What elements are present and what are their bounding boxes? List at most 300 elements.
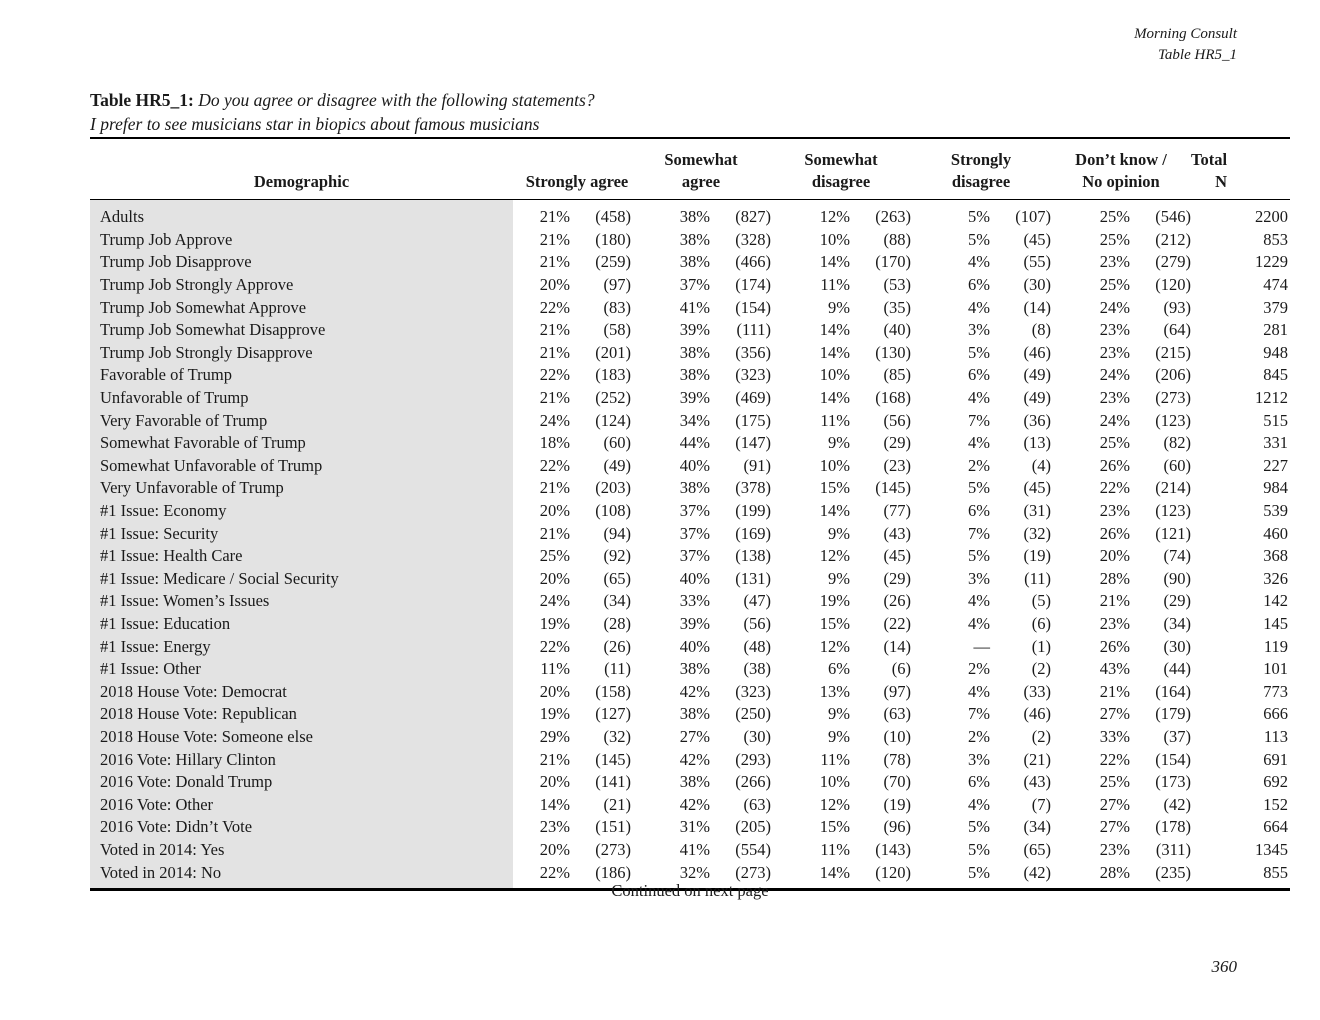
sd-n: (19) — [1023, 546, 1051, 566]
swd-n: (77) — [883, 501, 911, 521]
swa-pct: 27% — [679, 726, 710, 746]
total-n-cell: 145 — [1263, 613, 1288, 633]
sa-n: (124) — [595, 410, 631, 430]
dk-pct: 27% — [1099, 704, 1130, 724]
demographic-cell: Adults — [90, 200, 513, 229]
cell-spacer — [771, 477, 803, 500]
cell-spacer — [1191, 590, 1229, 613]
swa-n: (169) — [735, 523, 771, 543]
sd-n: (5) — [1031, 591, 1051, 611]
swa-pct: 38% — [679, 478, 710, 498]
table-row — [90, 387, 1290, 410]
cell-spacer — [1051, 522, 1083, 545]
swa-pct: 39% — [679, 320, 710, 340]
swd-pct: 10% — [819, 772, 850, 792]
total-n-cell: 379 — [1263, 297, 1288, 317]
cell-spacer — [771, 432, 803, 455]
swa-pct: 44% — [679, 433, 710, 453]
sd-pct: 3% — [968, 320, 990, 340]
sd-pct: 7% — [968, 704, 990, 724]
cell-spacer — [631, 296, 663, 319]
swd-n: (263) — [875, 207, 911, 227]
total-n-cell: 539 — [1263, 501, 1288, 521]
cell-spacer — [911, 229, 943, 252]
sa-n: (60) — [603, 433, 631, 453]
cell-spacer — [911, 839, 943, 862]
cell-spacer — [1051, 568, 1083, 591]
dk-n: (179) — [1155, 704, 1191, 724]
cell-gap — [513, 409, 523, 432]
demographic-cell: #1 Issue: Energy — [90, 635, 513, 658]
cell-spacer — [911, 816, 943, 839]
cell-gap — [513, 635, 523, 658]
cell-spacer — [911, 522, 943, 545]
cell-spacer — [771, 455, 803, 478]
sd-pct: 5% — [968, 839, 990, 859]
dk-pct: 23% — [1099, 388, 1130, 408]
cell-spacer — [1191, 500, 1229, 523]
cell-spacer — [911, 342, 943, 365]
sa-pct: 21% — [539, 388, 570, 408]
cell-gap — [513, 839, 523, 862]
sd-n: (36) — [1023, 410, 1051, 430]
cell-spacer — [631, 364, 663, 387]
cell-spacer — [631, 409, 663, 432]
swd-n: (85) — [883, 365, 911, 385]
dk-pct: 23% — [1099, 613, 1130, 633]
cell-gap — [513, 816, 523, 839]
sd-pct: 5% — [968, 862, 990, 882]
swd-pct: 10% — [819, 365, 850, 385]
dk-pct: 21% — [1099, 681, 1130, 701]
total-n-cell: 773 — [1263, 681, 1288, 701]
sa-pct: 25% — [539, 546, 570, 566]
table-row — [90, 342, 1290, 365]
sd-n: (46) — [1023, 704, 1051, 724]
cell-spacer — [771, 545, 803, 568]
cell-spacer — [631, 545, 663, 568]
swa-pct: 37% — [679, 546, 710, 566]
table-row — [90, 296, 1290, 319]
sa-n: (183) — [595, 365, 631, 385]
sd-pct: 4% — [968, 794, 990, 814]
cell-spacer — [911, 771, 943, 794]
cell-spacer — [631, 251, 663, 274]
total-n-cell: 853 — [1263, 229, 1288, 249]
dk-n: (273) — [1155, 388, 1191, 408]
swa-n: (293) — [735, 749, 771, 769]
swa-pct: 39% — [679, 613, 710, 633]
sa-pct: 29% — [539, 726, 570, 746]
table-row — [90, 274, 1290, 297]
swa-n: (111) — [736, 320, 771, 340]
sa-n: (158) — [595, 681, 631, 701]
swa-pct: 31% — [679, 817, 710, 837]
cell-gap — [513, 726, 523, 749]
cell-spacer — [911, 500, 943, 523]
swa-pct: 33% — [679, 591, 710, 611]
sa-pct: 20% — [539, 681, 570, 701]
sa-n: (58) — [603, 320, 631, 340]
dk-n: (178) — [1155, 817, 1191, 837]
dk-n: (212) — [1155, 229, 1191, 249]
table-row — [90, 590, 1290, 613]
cell-spacer — [771, 590, 803, 613]
cell-spacer — [631, 793, 663, 816]
sd-n: (7) — [1031, 794, 1051, 814]
cell-spacer — [771, 522, 803, 545]
sd-n: (45) — [1023, 478, 1051, 498]
dk-n: (37) — [1163, 726, 1191, 746]
table-row — [90, 703, 1290, 726]
cell-spacer — [1191, 229, 1229, 252]
swa-pct: 41% — [679, 297, 710, 317]
cell-spacer — [631, 477, 663, 500]
swd-pct: 9% — [828, 726, 850, 746]
demographic-cell: Very Unfavorable of Trump — [90, 477, 513, 500]
swd-pct: 10% — [819, 455, 850, 475]
sd-pct: 5% — [968, 546, 990, 566]
dk-n: (64) — [1163, 320, 1191, 340]
cell-spacer — [911, 703, 943, 726]
cell-spacer — [631, 455, 663, 478]
cell-spacer — [771, 748, 803, 771]
cell-gap — [513, 455, 523, 478]
cell-spacer — [1051, 296, 1083, 319]
swd-n: (6) — [891, 659, 911, 679]
cell-spacer — [1191, 635, 1229, 658]
table-row — [90, 251, 1290, 274]
swd-pct: 14% — [819, 320, 850, 340]
caption-label: Table HR5_1: — [90, 90, 194, 110]
swa-n: (378) — [735, 478, 771, 498]
swd-pct: 11% — [820, 839, 850, 859]
sa-n: (273) — [595, 839, 631, 859]
sa-pct: 23% — [539, 817, 570, 837]
swa-n: (47) — [743, 591, 771, 611]
swa-n: (323) — [735, 365, 771, 385]
cell-spacer — [631, 635, 663, 658]
swa-n: (56) — [743, 613, 771, 633]
table-row — [90, 409, 1290, 432]
dk-n: (279) — [1155, 252, 1191, 272]
cell-spacer — [1191, 703, 1229, 726]
dk-pct: 25% — [1099, 275, 1130, 295]
swd-n: (56) — [883, 410, 911, 430]
sd-pct: 5% — [968, 207, 990, 227]
cell-spacer — [911, 432, 943, 455]
table-row — [90, 432, 1290, 455]
demographic-cell: #1 Issue: Security — [90, 522, 513, 545]
cell-gap — [513, 387, 523, 410]
cell-spacer — [1051, 319, 1083, 342]
swd-pct: 15% — [819, 478, 850, 498]
sd-pct: 4% — [968, 252, 990, 272]
swd-pct: 11% — [820, 275, 850, 295]
sa-n: (32) — [603, 726, 631, 746]
swa-n: (323) — [735, 681, 771, 701]
swd-n: (45) — [883, 546, 911, 566]
caption-statement: I prefer to see musicians star in biopics about famous musicians — [90, 114, 540, 134]
swa-n: (174) — [735, 275, 771, 295]
dk-pct: 25% — [1099, 229, 1130, 249]
sd-n: (1) — [1031, 636, 1051, 656]
table-row — [90, 726, 1290, 749]
sa-n: (65) — [603, 568, 631, 588]
total-n-cell: 142 — [1263, 591, 1288, 611]
total-n-cell: 855 — [1263, 862, 1288, 882]
dk-pct: 23% — [1099, 320, 1130, 340]
col-total-n: Total N — [1191, 150, 1228, 191]
swd-n: (43) — [883, 523, 911, 543]
sd-n: (32) — [1023, 523, 1051, 543]
swa-n: (91) — [743, 455, 771, 475]
swa-pct: 32% — [679, 862, 710, 882]
cell-spacer — [1191, 319, 1229, 342]
swa-pct: 40% — [679, 568, 710, 588]
cell-spacer — [631, 816, 663, 839]
demographic-cell: #1 Issue: Education — [90, 613, 513, 636]
total-n-cell: 281 — [1263, 320, 1288, 340]
table-row — [90, 771, 1290, 794]
cell-spacer — [1051, 500, 1083, 523]
swa-n: (131) — [735, 568, 771, 588]
col-somewhat-agree: Somewhat agree — [664, 150, 738, 191]
swa-n: (554) — [735, 839, 771, 859]
sa-pct: 21% — [539, 229, 570, 249]
total-n-cell: 1345 — [1255, 839, 1288, 859]
swa-n: (328) — [735, 229, 771, 249]
sd-pct: 5% — [968, 817, 990, 837]
sd-n: (31) — [1023, 501, 1051, 521]
sd-pct: 4% — [968, 681, 990, 701]
cell-spacer — [911, 613, 943, 636]
cell-spacer — [631, 680, 663, 703]
demographic-cell: #1 Issue: Health Care — [90, 545, 513, 568]
total-n-cell: 368 — [1263, 546, 1288, 566]
cell-spacer — [631, 522, 663, 545]
cell-spacer — [631, 319, 663, 342]
sa-pct: 20% — [539, 501, 570, 521]
cell-spacer — [631, 703, 663, 726]
swd-n: (14) — [883, 636, 911, 656]
sa-pct: 22% — [539, 297, 570, 317]
cell-spacer — [631, 748, 663, 771]
total-n-cell: 152 — [1263, 794, 1288, 814]
sd-pct: 5% — [968, 229, 990, 249]
table-row — [90, 613, 1290, 636]
cell-spacer — [771, 409, 803, 432]
demographic-cell: #1 Issue: Other — [90, 658, 513, 681]
swd-n: (29) — [883, 568, 911, 588]
page-header — [1134, 24, 1237, 66]
demographic-cell: 2016 Vote: Other — [90, 793, 513, 816]
dk-n: (60) — [1163, 455, 1191, 475]
cell-spacer — [1191, 568, 1229, 591]
total-n-cell: 845 — [1263, 365, 1288, 385]
swd-pct: 14% — [819, 388, 850, 408]
sa-n: (151) — [595, 817, 631, 837]
caption-question: Do you agree or disagree with the following statements? — [198, 90, 595, 110]
swa-pct: 38% — [679, 772, 710, 792]
sa-pct: 22% — [539, 365, 570, 385]
sa-pct: 20% — [539, 275, 570, 295]
table-row — [90, 364, 1290, 387]
cell-spacer — [771, 364, 803, 387]
swa-n: (356) — [735, 342, 771, 362]
dk-pct: 26% — [1099, 455, 1130, 475]
cell-spacer — [771, 726, 803, 749]
swd-pct: 14% — [819, 501, 850, 521]
sa-n: (21) — [603, 794, 631, 814]
total-n-cell: 984 — [1263, 478, 1288, 498]
sd-n: (30) — [1023, 275, 1051, 295]
cell-spacer — [1191, 455, 1229, 478]
table-row — [90, 748, 1290, 771]
swa-pct: 38% — [679, 252, 710, 272]
swa-n: (250) — [735, 704, 771, 724]
sd-pct: 5% — [968, 342, 990, 362]
dk-n: (123) — [1155, 501, 1191, 521]
cell-spacer — [1191, 387, 1229, 410]
sd-n: (49) — [1023, 365, 1051, 385]
sd-n: (65) — [1023, 839, 1051, 859]
sd-n: (45) — [1023, 229, 1051, 249]
dk-pct: 27% — [1099, 817, 1130, 837]
demographic-cell: 2016 Vote: Didn’t Vote — [90, 816, 513, 839]
swd-n: (26) — [883, 591, 911, 611]
sd-n: (43) — [1023, 772, 1051, 792]
sd-pct: 4% — [968, 613, 990, 633]
dk-n: (311) — [1155, 839, 1191, 859]
cell-spacer — [1051, 839, 1083, 862]
sa-n: (28) — [603, 613, 631, 633]
dk-pct: 21% — [1099, 591, 1130, 611]
cell-spacer — [631, 200, 663, 229]
sd-n: (55) — [1023, 252, 1051, 272]
cell-spacer — [771, 613, 803, 636]
table-row — [90, 229, 1290, 252]
swa-n: (138) — [735, 546, 771, 566]
sa-n: (458) — [595, 207, 631, 227]
table-row — [90, 545, 1290, 568]
dk-pct: 25% — [1099, 207, 1130, 227]
cell-spacer — [1051, 545, 1083, 568]
cell-spacer — [911, 477, 943, 500]
sd-pct: 6% — [968, 275, 990, 295]
sa-pct: 24% — [539, 410, 570, 430]
cell-gap — [513, 568, 523, 591]
dk-n: (30) — [1163, 636, 1191, 656]
cell-spacer — [1191, 613, 1229, 636]
dk-n: (120) — [1155, 275, 1191, 295]
table-row — [90, 200, 1290, 229]
header-org: Morning Consult — [1134, 26, 1237, 42]
sa-n: (49) — [603, 455, 631, 475]
swd-n: (97) — [883, 681, 911, 701]
dk-pct: 24% — [1099, 365, 1130, 385]
dk-pct: 22% — [1099, 478, 1130, 498]
cell-spacer — [911, 319, 943, 342]
dk-n: (29) — [1163, 591, 1191, 611]
cell-spacer — [1191, 409, 1229, 432]
dk-pct: 27% — [1099, 794, 1130, 814]
cell-spacer — [1191, 477, 1229, 500]
sd-n: (46) — [1023, 342, 1051, 362]
swa-n: (175) — [735, 410, 771, 430]
sa-n: (94) — [603, 523, 631, 543]
swa-pct: 38% — [679, 229, 710, 249]
cell-spacer — [631, 658, 663, 681]
sa-pct: 22% — [539, 862, 570, 882]
swd-n: (53) — [883, 275, 911, 295]
cell-spacer — [631, 613, 663, 636]
sd-n: (42) — [1023, 862, 1051, 882]
dk-n: (44) — [1163, 659, 1191, 679]
dk-pct: 20% — [1099, 546, 1130, 566]
swd-pct: 14% — [819, 342, 850, 362]
swd-pct: 6% — [828, 659, 850, 679]
swa-pct: 38% — [679, 207, 710, 227]
sd-pct: 3% — [968, 749, 990, 769]
total-n-cell: 664 — [1263, 817, 1288, 837]
dk-pct: 43% — [1099, 659, 1130, 679]
cell-spacer — [1051, 726, 1083, 749]
cell-gap — [513, 613, 523, 636]
swd-n: (29) — [883, 433, 911, 453]
cell-spacer — [631, 500, 663, 523]
dk-n: (546) — [1155, 207, 1191, 227]
sa-n: (252) — [595, 388, 631, 408]
cell-spacer — [771, 274, 803, 297]
cell-spacer — [1191, 251, 1229, 274]
dk-pct: 24% — [1099, 297, 1130, 317]
dk-n: (123) — [1155, 410, 1191, 430]
demographic-cell: Unfavorable of Trump — [90, 387, 513, 410]
demographic-cell: Favorable of Trump — [90, 364, 513, 387]
cell-spacer — [1051, 613, 1083, 636]
cell-spacer — [1191, 522, 1229, 545]
sd-n: (34) — [1023, 817, 1051, 837]
sd-pct: 2% — [968, 659, 990, 679]
cell-gap — [513, 590, 523, 613]
swd-n: (120) — [875, 862, 911, 882]
sa-n: (201) — [595, 342, 631, 362]
swd-pct: 9% — [828, 433, 850, 453]
swd-n: (170) — [875, 252, 911, 272]
cell-gap — [513, 522, 523, 545]
col-strongly-disagree: Strongly disagree — [950, 150, 1012, 191]
table-row — [90, 839, 1290, 862]
dk-n: (214) — [1155, 478, 1191, 498]
cell-gap — [513, 771, 523, 794]
cell-spacer — [1051, 477, 1083, 500]
swd-pct: 11% — [820, 749, 850, 769]
cell-spacer — [1051, 387, 1083, 410]
cell-spacer — [631, 274, 663, 297]
sd-pct: 6% — [968, 365, 990, 385]
cell-spacer — [1191, 793, 1229, 816]
cell-spacer — [771, 816, 803, 839]
table-row — [90, 319, 1290, 342]
total-n-cell: 515 — [1263, 410, 1288, 430]
swa-n: (154) — [735, 297, 771, 317]
swa-n: (30) — [743, 726, 771, 746]
demographic-cell: #1 Issue: Women’s Issues — [90, 590, 513, 613]
sd-n: (107) — [1015, 207, 1051, 227]
sa-pct: 18% — [539, 433, 570, 453]
sd-n: (33) — [1023, 681, 1051, 701]
